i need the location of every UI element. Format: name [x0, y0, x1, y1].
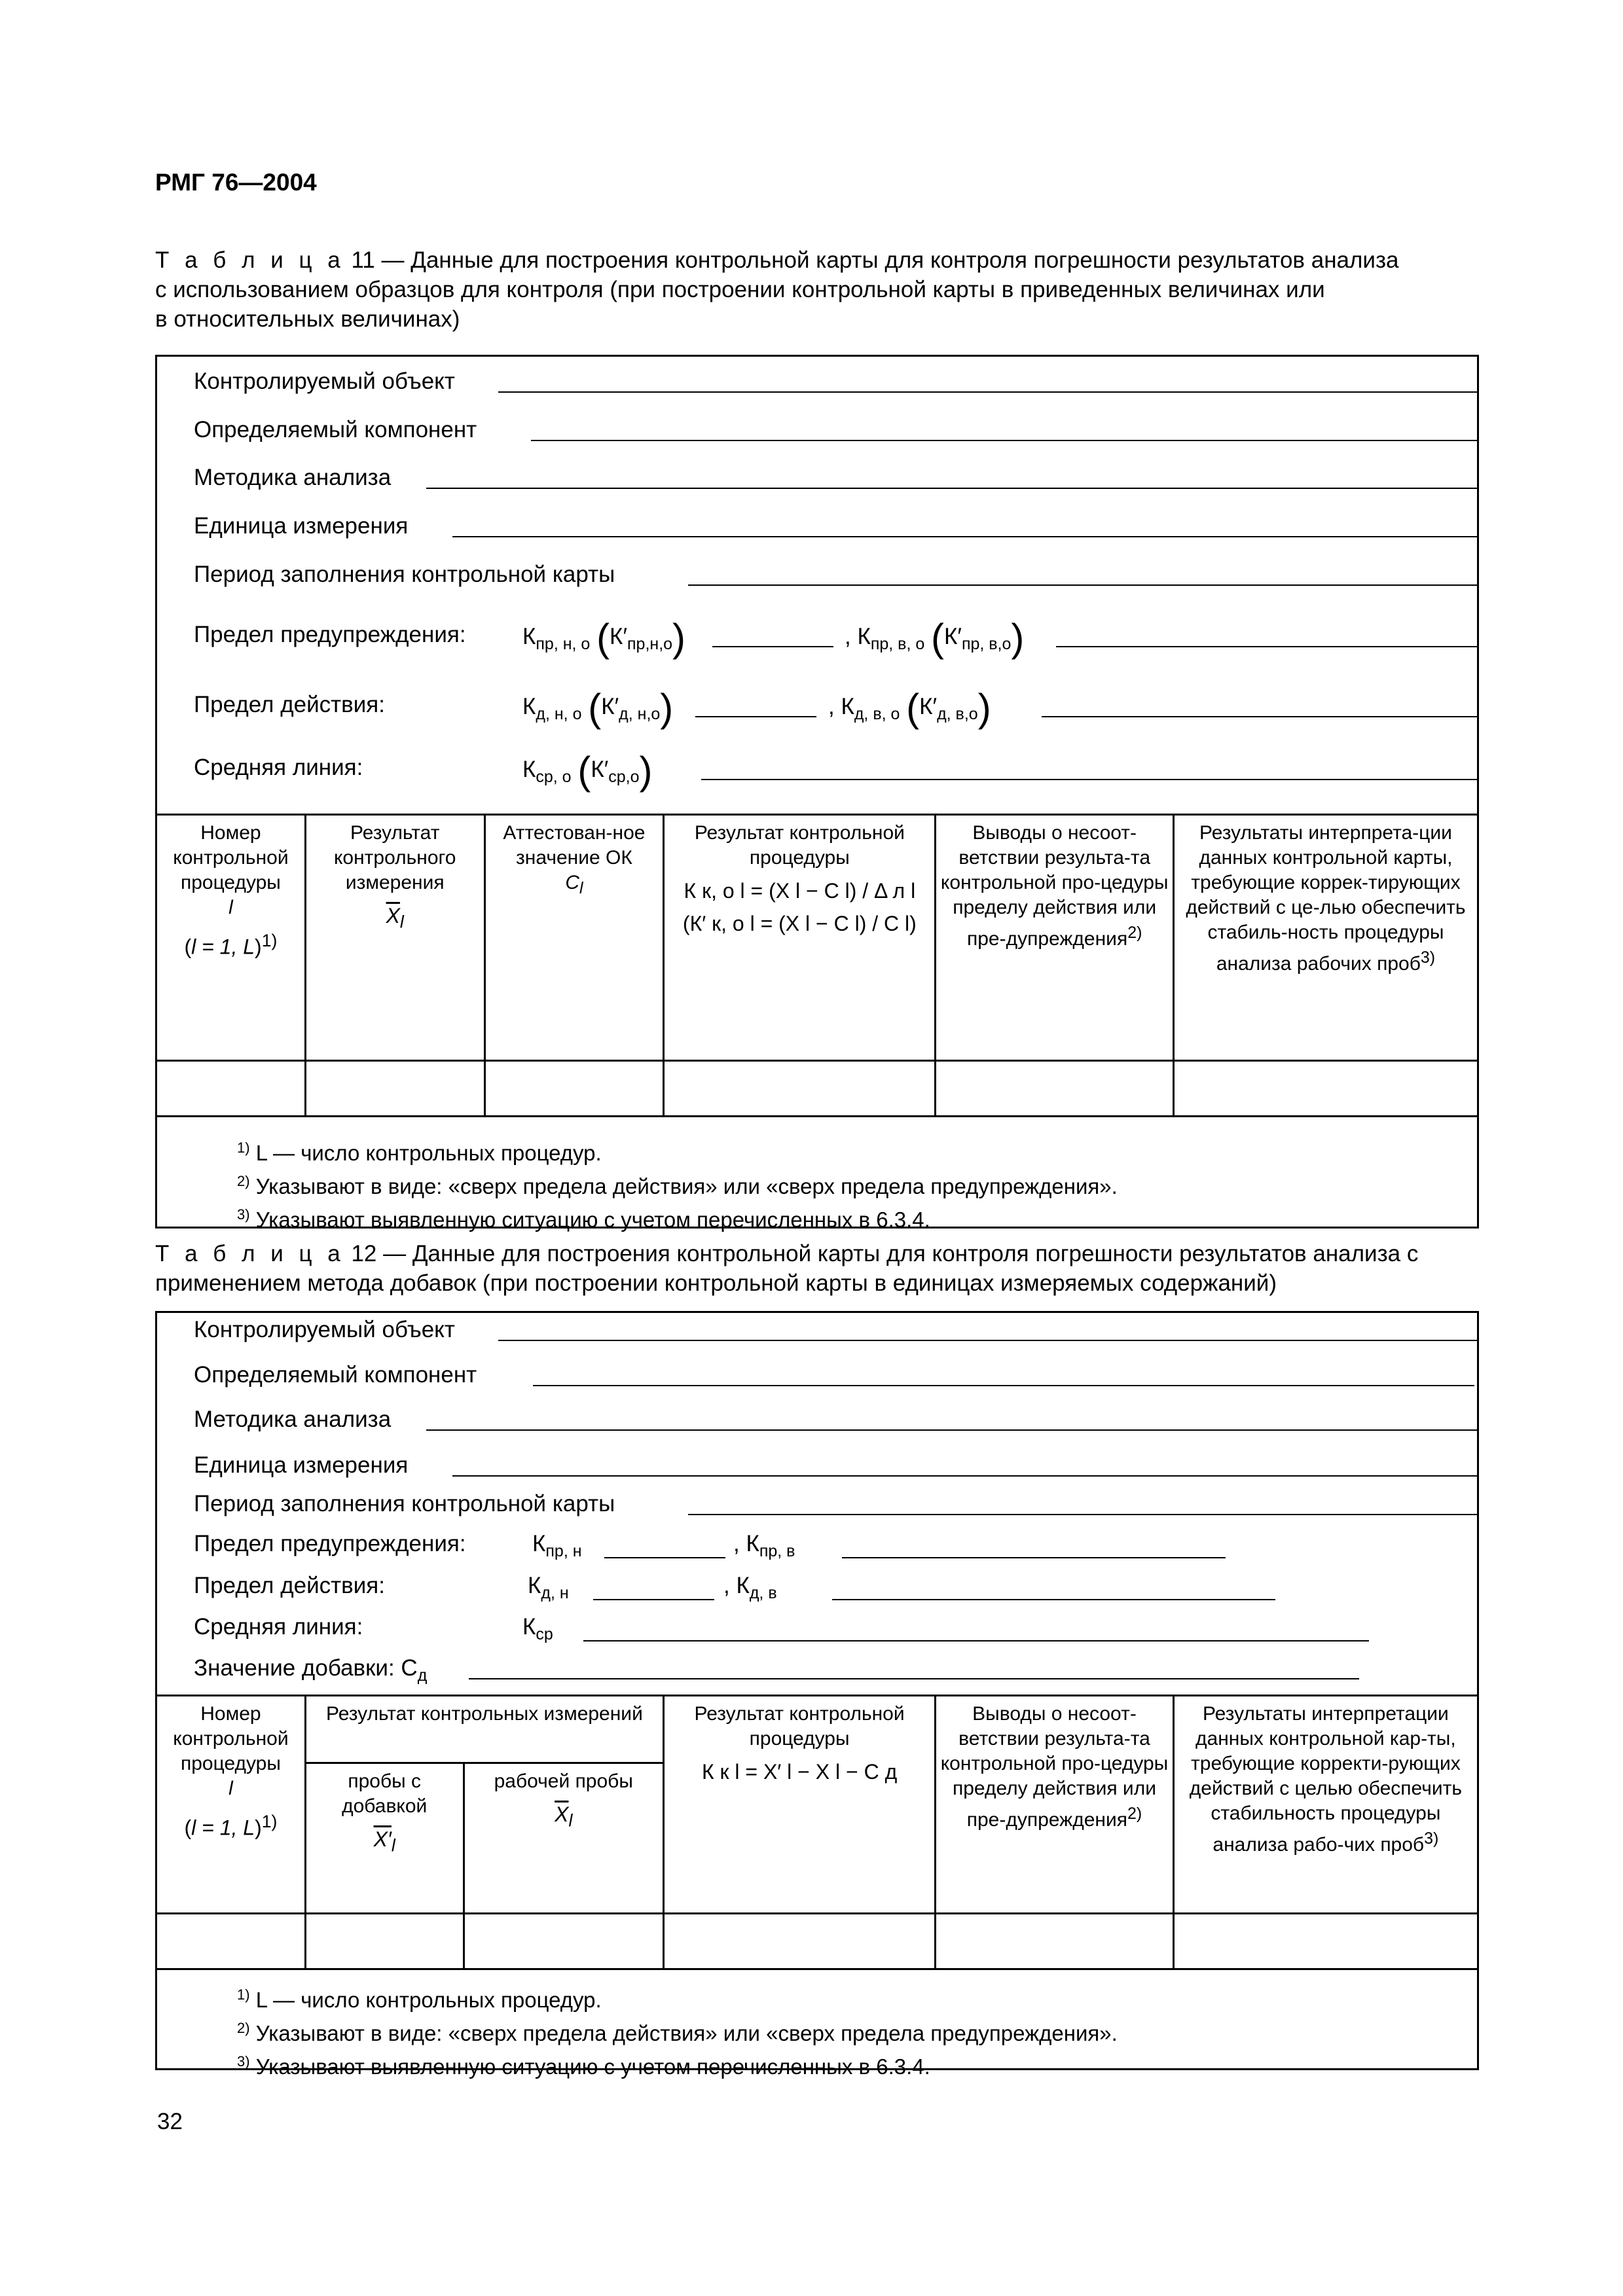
- table11-grid: [155, 814, 1479, 1117]
- table11-caption-line2: с использованием образцов для контроля (при построении контрольной карты в приведенных величинах или: [155, 277, 1325, 302]
- t11-field-method: Методика анализа: [194, 465, 392, 490]
- t12-field-period: Период заполнения контрольной карты: [194, 1491, 615, 1516]
- t12-line-period[interactable]: [688, 1514, 1477, 1515]
- t11-field-center: Средняя линия:: [194, 755, 363, 780]
- t11-line-period[interactable]: [688, 584, 1477, 586]
- t12-line-center[interactable]: [583, 1640, 1369, 1641]
- t11-cell-measurement[interactable]: [305, 1061, 484, 1117]
- t12-col-result: Результат контрольной процедуры К к l = X′ l − X l − С д: [663, 1696, 935, 1914]
- table12-caption-line1: — Данные для построения контрольной карты для контроля погрешности результатов анализа с: [376, 1241, 1419, 1266]
- table11-caption: [155, 245, 1479, 334]
- t11-sym-act-high: , $К_{д, в, о}$ $(К'_{д, в,о})$: [828, 686, 991, 730]
- t11-sym-act-low: $К_{д, н, о}$ $(К'_{д, н,о})$: [522, 686, 674, 730]
- t12-sym-warn-high: , $К_{пр, в}$: [733, 1531, 795, 1560]
- t12-sym-center: $К_{ср}$: [522, 1614, 553, 1643]
- t12-line-method[interactable]: [426, 1429, 1477, 1431]
- t12-field-object: Контролируемый объект: [194, 1317, 455, 1342]
- t12-field-method: Методика анализа: [194, 1407, 392, 1432]
- t12-field-center: Средняя линия:: [194, 1614, 363, 1640]
- t12-field-unit: Единица измерения: [194, 1452, 409, 1478]
- t11-field-warning: Предел предупреждения:: [194, 622, 466, 647]
- table11-caption-line3: в относительных величинах): [155, 306, 460, 332]
- table11-caption-line1: — Данные для построения контрольной карты для контроля погрешности результатов анализа: [374, 247, 1399, 273]
- t11-line-method[interactable]: [426, 488, 1477, 489]
- t11-notes: [237, 1134, 1118, 1234]
- t12-line-warn-high[interactable]: [842, 1557, 1226, 1558]
- t11-line-act-low[interactable]: [695, 716, 816, 717]
- t11-col-conclusion: Выводы о несоот-ветствии результа-та контрольной про-цедуры пределу действия или пре-дупреждения$^{2)}$: [936, 815, 1173, 1061]
- t11-cell-conclusion[interactable]: [936, 1061, 1173, 1117]
- t11-line-warn-low[interactable]: [712, 646, 833, 647]
- t12-note-2: $^{2)}$ Указывают в виде: «сверх предела действия» или «сверх предела предупреждения».: [237, 2020, 1118, 2045]
- t11-cell-interpretation[interactable]: [1173, 1061, 1478, 1117]
- t11-note-2: $^{2)}$ Указывают в виде: «сверх предела действия» или «сверх предела предупреждения».: [237, 1173, 1118, 1198]
- t12-line-act-high[interactable]: [832, 1599, 1275, 1600]
- t12-sym-act-high: , $К_{д, в}$: [723, 1573, 777, 1602]
- t12-field-warning: Предел предупреждения:: [194, 1531, 466, 1556]
- table12-label: Т а б л и ц а: [155, 1241, 345, 1266]
- t12-note-3: $^{3)}$ Указывают выявленную ситуацию с учетом перечисленных в 6.3.4.: [237, 2053, 930, 2079]
- t12-cell-spiked[interactable]: [305, 1914, 464, 1969]
- t12-col-number: Номер контрольной процедуры l (l = 1, L)$^{1)}$: [156, 1696, 306, 1914]
- t12-line-unit[interactable]: [452, 1475, 1477, 1477]
- t11-field-object: Контролируемый объект: [194, 368, 455, 394]
- table11-label: Т а б л и ц а: [155, 247, 345, 273]
- t11-cell-result[interactable]: [664, 1061, 936, 1117]
- page-number: 32: [157, 2109, 183, 2134]
- t12-sym-warn-low: $К_{пр, н}$: [532, 1531, 582, 1560]
- t11-col-number: Номер контрольной процедуры l (l = 1, L)$^{1)}$: [156, 815, 306, 1061]
- t11-line-unit[interactable]: [452, 536, 1477, 537]
- t12-line-act-low[interactable]: [593, 1599, 714, 1600]
- t12-notes: [237, 1981, 1118, 2081]
- table11-number: 11: [351, 247, 375, 273]
- t11-line-object[interactable]: [498, 391, 1477, 393]
- t11-field-period: Период заполнения контрольной карты: [194, 562, 615, 587]
- table11-box: [155, 355, 1479, 1232]
- t12-cell-working[interactable]: [464, 1914, 663, 1969]
- t12-sym-act-low: $К_{д, н}$: [528, 1573, 569, 1602]
- table12-grid: [155, 1695, 1479, 1970]
- t12-cell-result[interactable]: [663, 1914, 935, 1969]
- t12-line-object[interactable]: [498, 1340, 1477, 1341]
- table12-box: [155, 1311, 1479, 2079]
- t11-sym-warn-low: $К_{пр, н, о}$ $(К'_{пр,н,о})$: [522, 616, 686, 660]
- t11-field-component: Определяемый компонент: [194, 417, 477, 442]
- table12-caption-line2: применением метода добавок (при построении контрольной карты в единицах измеряемых содержаний): [155, 1270, 1277, 1296]
- t12-cell-number[interactable]: [156, 1914, 306, 1969]
- t12-field-additive: Значение добавки: $С_д$: [194, 1655, 428, 1685]
- t12-col-working: рабочей пробы $\overline{X}_l$: [464, 1763, 663, 1914]
- t12-cell-conclusion[interactable]: [936, 1914, 1174, 1969]
- t12-field-component: Определяемый компонент: [194, 1362, 477, 1388]
- document-header: РМГ 76—2004: [155, 169, 317, 196]
- t12-line-component[interactable]: [533, 1385, 1474, 1386]
- t12-col-interpretation: Результаты интерпретации данных контрольной кар-ты, требующие корректи-рующих действий с целью обеспечить стабильность процедуры анализа рабо-чих проб$^{3)}$: [1173, 1696, 1478, 1914]
- t11-note-1: $^{1)}$ L — число контрольных процедур.: [237, 1139, 602, 1165]
- t11-col-certified: Аттестован-ное значение ОК $C_l$: [484, 815, 664, 1061]
- t12-cell-interpretation[interactable]: [1173, 1914, 1478, 1969]
- t12-line-warn-low[interactable]: [604, 1557, 725, 1558]
- t12-col-conclusion: Выводы о несоот-ветствии результа-та контрольной про-цедуры пределу действия или пре-дупреждения$^{2)}$: [936, 1696, 1174, 1914]
- t12-note-1: $^{1)}$ L — число контрольных процедур.: [237, 1986, 602, 2012]
- t11-sym-center: $К_{ср, о}$ $(К'_{ср,о})$: [522, 749, 653, 793]
- t12-col-measurements: Результат контрольных измерений: [305, 1696, 663, 1763]
- t11-line-act-high[interactable]: [1042, 716, 1477, 717]
- t11-note-3: $^{3)}$ Указывают выявленную ситуацию с учетом перечисленных в 6.3.4.: [237, 1206, 930, 1232]
- t11-line-component[interactable]: [531, 440, 1477, 441]
- t11-line-warn-high[interactable]: [1056, 646, 1477, 647]
- t12-line-additive[interactable]: [469, 1678, 1359, 1679]
- t12-field-action: Предел действия:: [194, 1573, 385, 1598]
- t11-field-action: Предел действия:: [194, 692, 385, 717]
- t11-line-center[interactable]: [701, 779, 1477, 780]
- table12-number: 12: [351, 1241, 377, 1266]
- t11-field-unit: Единица измерения: [194, 513, 409, 539]
- t11-cell-number[interactable]: [156, 1061, 306, 1117]
- t11-col-result: Результат контрольной процедуры К к, о l = (X l − C l) / Δ л l (К′ к, о l = (X l − C l) / C l): [664, 815, 936, 1061]
- table12-caption: [155, 1239, 1479, 1298]
- t11-sym-warn-high: , $К_{пр, в, о}$ $(К'_{пр, в,о})$: [845, 616, 1025, 660]
- t11-col-measurement: Результат контрольного измерения $\overline{X}_l$: [305, 815, 484, 1061]
- t12-col-spiked: пробы с добавкой $X'_l$: [305, 1763, 464, 1914]
- t11-col-interpretation: Результаты интерпрета-ции данных контрольной карты, требующие коррек-тирующих действий с це-лью обеспечить стабиль-ность процедуры анализа рабочих проб$^{3)}$: [1173, 815, 1478, 1061]
- t11-cell-certified[interactable]: [484, 1061, 664, 1117]
